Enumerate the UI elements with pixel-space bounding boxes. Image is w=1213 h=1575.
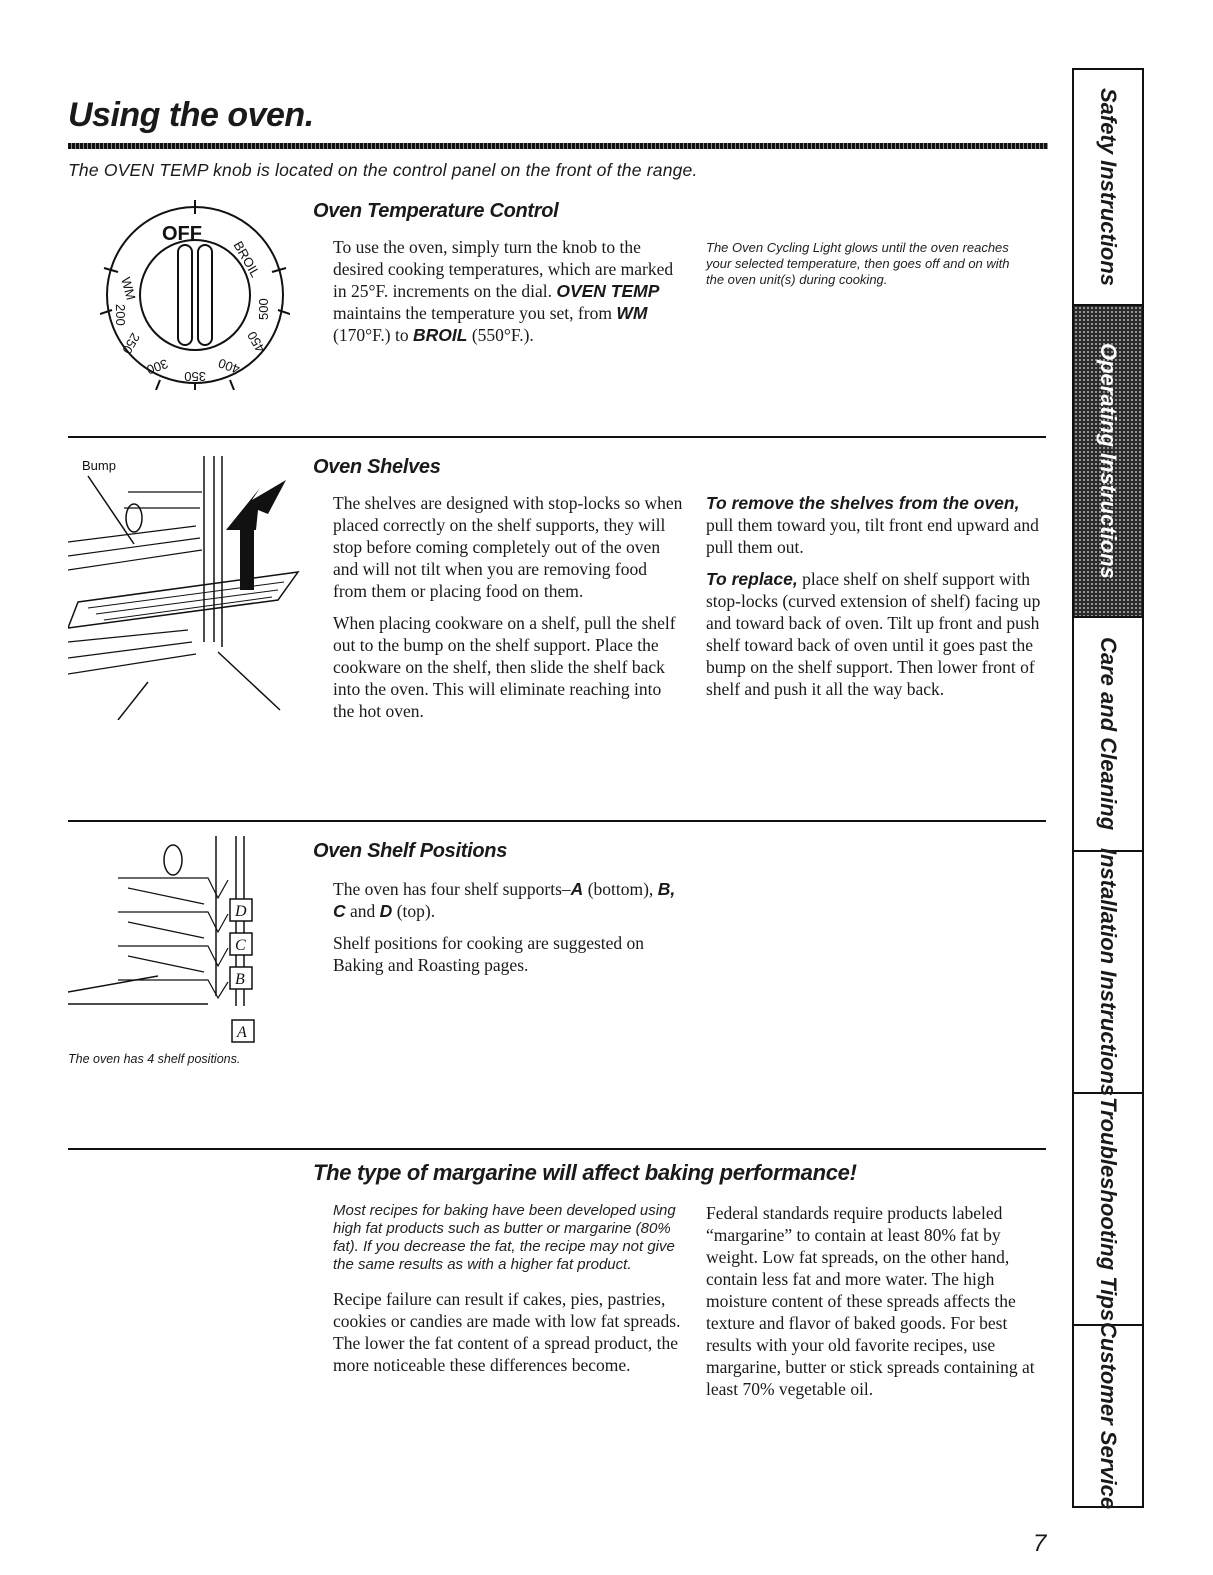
tab-care-and-cleaning[interactable]: Care and Cleaning bbox=[1074, 618, 1142, 852]
cycling-light-note: The Oven Cycling Light glows until the oven reaches your selected temperature, then goes off and on with the oven unit(s) during cooking. bbox=[706, 240, 1010, 287]
section-divider bbox=[68, 820, 1046, 822]
margarine-para-2: Federal standards require products labeled “margarine” to contain at least 80% fat by weight. Low fat spreads, on the other hand, contain less fat and more water. The high moisture content of these spreads affects the texture and flavor of baked goods. For best results with your old favorite recipes, use margarine, butter or stick spreads containing at least 70% vegetable oil. bbox=[706, 1203, 1035, 1399]
knob-label-wm: WM bbox=[118, 275, 139, 302]
section-divider bbox=[68, 1148, 1046, 1150]
section-tabs bbox=[1072, 68, 1144, 1508]
bump-label: Bump bbox=[82, 458, 116, 473]
shelf-letter-d: D bbox=[235, 903, 247, 920]
page-title: Using the oven. bbox=[68, 96, 314, 134]
knob-label-300: 300 bbox=[144, 356, 171, 378]
margarine-heading: The type of margarine will affect baking performance! bbox=[313, 1160, 857, 1185]
shelf-positions-para-1: The oven has four shelf supports–A (bottom), B, C and D (top). bbox=[333, 879, 676, 921]
oven-shelves-heading: Oven Shelves bbox=[313, 456, 441, 478]
tab-troubleshooting-tips[interactable]: Troubleshooting Tips bbox=[1074, 1094, 1142, 1326]
knob-label-200: 200 bbox=[113, 304, 128, 326]
oven-shelves-para-1: The shelves are designed with stop-locks so when placed correctly on the shelf supports, they will stop before coming completely out of the oven and will not tilt when you are removing food from them or placing food on them. bbox=[333, 493, 683, 601]
shelf-positions-para-2: Shelf positions for cooking are suggested on Baking and Roasting pages. bbox=[333, 933, 645, 975]
tab-customer-service[interactable]: Customer Service bbox=[1096, 1322, 1121, 1510]
page-number: 7 bbox=[1033, 1530, 1047, 1557]
knob-label-400: 400 bbox=[216, 355, 242, 377]
oven-shelves-side bbox=[706, 492, 1046, 700]
shelf-letter-c: C bbox=[235, 937, 246, 954]
shelf-positions-illustration bbox=[68, 836, 268, 1006]
title-rule bbox=[68, 143, 1048, 149]
knob-label-350: 350 bbox=[184, 369, 206, 384]
knob-label-250: 250 bbox=[119, 330, 144, 357]
shelf-letter-a-box bbox=[230, 1018, 260, 1048]
tab-installation-instructions[interactable]: Installation Instructions bbox=[1074, 852, 1142, 1094]
tab-operating-instructions[interactable]: Operating Instructions bbox=[1074, 306, 1142, 618]
margarine-left-column bbox=[333, 1202, 683, 1376]
oven-temp-body: To use the oven, simply turn the knob to the desired cooking temperatures, which are marked in 25°F. increments on the dial. OVEN TEMP maintains the temperature you set, from WM (170°F.) to BROIL (550°F.). bbox=[333, 237, 674, 345]
tab-safety-instructions[interactable]: Safety Instructions bbox=[1074, 70, 1142, 306]
shelf-positions-body bbox=[333, 878, 683, 976]
oven-shelf-illustration bbox=[68, 452, 308, 720]
remove-shelves-para: To remove the shelves from the oven, pull them toward you, tilt front end upward and pull them out. bbox=[706, 493, 1039, 557]
knob-label-off: OFF bbox=[162, 223, 202, 245]
oven-shelves-body bbox=[333, 492, 683, 722]
knob-label-500: 500 bbox=[256, 298, 271, 320]
oven-temp-heading: Oven Temperature Control bbox=[313, 200, 559, 222]
intro-text: The OVEN TEMP knob is located on the control panel on the front of the range. bbox=[68, 160, 698, 180]
margarine-italic-note: Most recipes for baking have been developed using high fat products such as butter or margarine (80% fat). If you decrease the fat, the recipe may not give the same results as with a higher fat product. bbox=[333, 1202, 676, 1273]
section-divider bbox=[68, 436, 1046, 438]
shelf-positions-caption: The oven has 4 shelf positions. bbox=[68, 1052, 241, 1066]
knob-label-450: 450 bbox=[244, 328, 268, 356]
oven-temp-knob-illustration bbox=[100, 200, 290, 390]
knob-label-broil: BROIL bbox=[230, 238, 264, 280]
shelf-positions-heading: Oven Shelf Positions bbox=[313, 840, 508, 862]
margarine-para-1: Recipe failure can result if cakes, pies, pastries, cookies or candies are made with low fat spreads. The lower the fat content of a spread product, the more noticeable these differences become. bbox=[333, 1289, 681, 1375]
oven-shelves-para-2: When placing cookware on a shelf, pull the shelf out to the bump on the shelf support. Place the cookware on the shelf, then slide the shelf back into the oven. This will eliminate reaching into the hot oven. bbox=[333, 613, 676, 721]
shelf-letter-b: B bbox=[235, 971, 245, 988]
replace-shelves-para: To replace, place shelf on shelf support with stop-locks (curved extension of shelf) facing up and toward back of oven. Tilt up front and push shelf toward back of oven until it goes past the bump on the shelf support. Then lower front of shelf and push it all the way back. bbox=[706, 569, 1041, 699]
shelf-letter-a: A bbox=[237, 1024, 247, 1041]
